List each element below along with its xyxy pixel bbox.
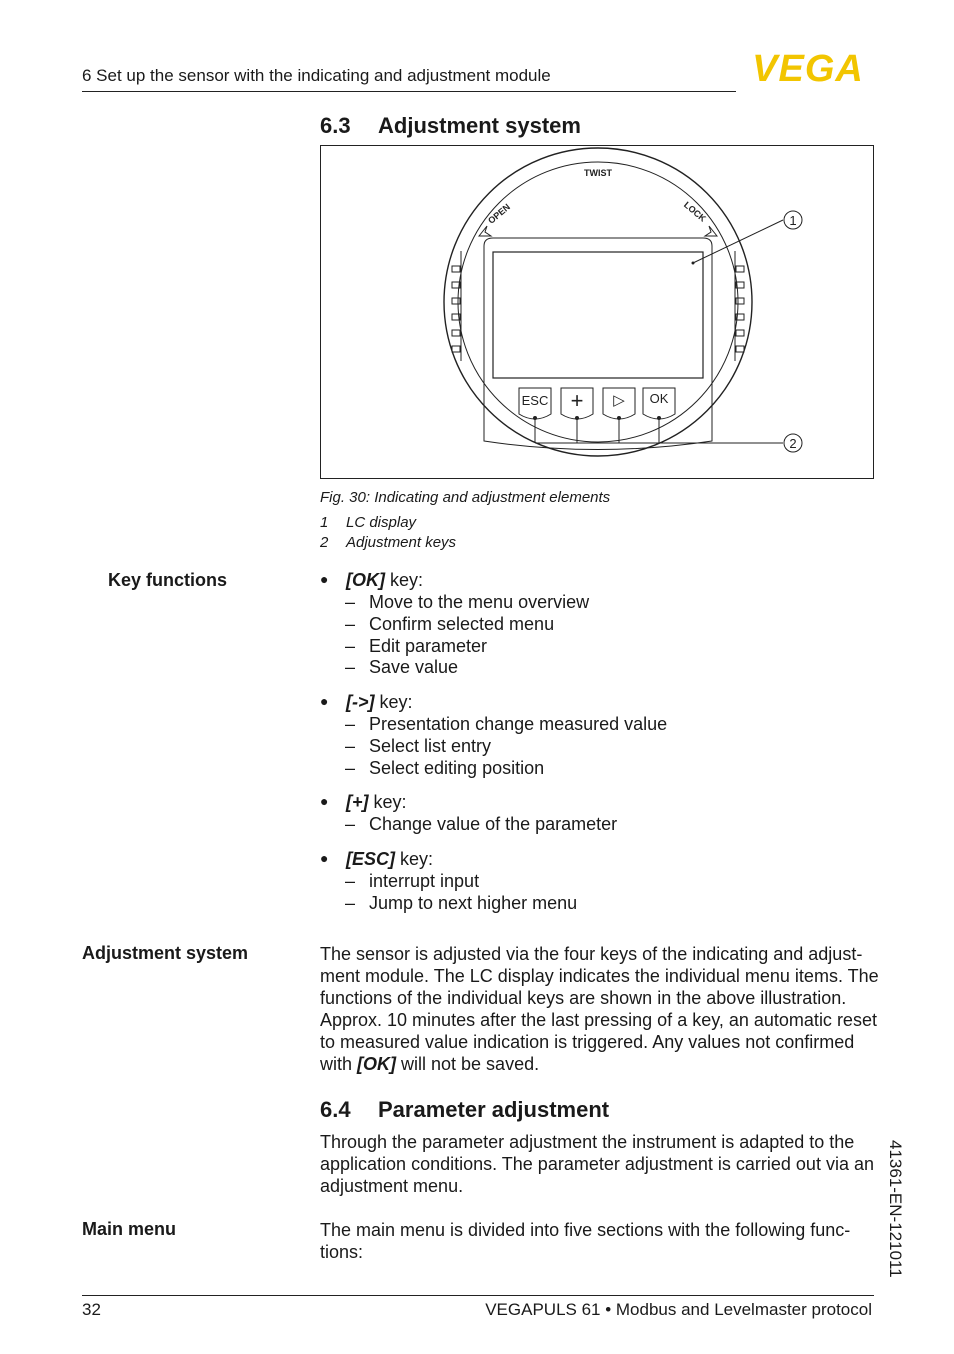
parameter-adjustment-paragraph: Through the parameter adjustment the instrument is adapted to the application conditions. The parameter adjustment is carried out via an adjustment menu.	[320, 1132, 874, 1196]
key-suffix: key:	[368, 792, 407, 812]
list-item: – Presentation change measured value	[345, 714, 668, 734]
key-functions-label: Key functions	[108, 570, 228, 590]
section-number: 6.4	[320, 1097, 351, 1122]
display-leader-line	[693, 220, 783, 263]
list-item: – Select list entry	[345, 736, 492, 756]
plus-key-label: +	[570, 388, 584, 413]
bullet-icon: ●	[320, 850, 329, 866]
vega-logo-text: VEGA	[752, 50, 864, 84]
key-name: [OK]	[346, 570, 385, 590]
esc-key-label: ESC	[521, 393, 549, 408]
open-label: OPEN	[486, 201, 513, 226]
bullet-icon: ●	[320, 693, 329, 709]
list-item: – Move to the menu overview	[345, 592, 590, 612]
section-title: Parameter adjustment	[378, 1097, 610, 1122]
main-menu-paragraph: The main menu is divided into five sections with the following func- tions:	[320, 1220, 851, 1262]
callout-2-number: 2	[789, 436, 797, 451]
key-suffix: key:	[385, 570, 424, 590]
arrow-key-bullet	[320, 692, 413, 713]
display-module-illustration	[321, 146, 872, 477]
inner-ring	[458, 162, 738, 442]
ok-key-label: OK	[649, 391, 669, 406]
key-name: [->]	[346, 692, 375, 712]
key-name: [+]	[346, 792, 369, 812]
key-suffix: key:	[395, 849, 434, 869]
adjustment-system-paragraph: The sensor is adjusted via the four keys of the indicating and adjust- ment module. The LC display indicates the individual menu items. The functions of the individual keys are shown in the above illustration. Approx. 10 minutes after the last pressing of a key, an automatic reset to measured value indication is triggered. Any values not confirmed with [OK] will not be saved.	[320, 944, 879, 1074]
legend-text: LC display	[346, 514, 417, 531]
legend-item-1	[320, 514, 416, 531]
ok-key-bullet	[320, 570, 423, 591]
main-menu-label: Main menu	[82, 1219, 177, 1239]
arrow-key-label: ▷	[613, 392, 625, 409]
list-item: – Save value	[345, 657, 459, 677]
lc-display	[493, 252, 703, 378]
bullet-icon: ●	[320, 571, 329, 587]
outer-ring	[444, 148, 752, 456]
list-item: – Select editing position	[345, 758, 545, 778]
open-arrow-icon	[479, 226, 491, 236]
section-title: Adjustment system	[378, 113, 581, 138]
section-heading-6-4	[320, 1097, 609, 1123]
document-code: 41361-EN-121011	[886, 1140, 905, 1278]
adjustment-system-label: Adjustment system	[82, 943, 249, 963]
list-item: – Jump to next higher menu	[345, 893, 578, 913]
section-heading-6-3	[320, 113, 581, 139]
list-item: – interrupt input	[345, 871, 480, 891]
callout-1-number: 1	[789, 213, 797, 228]
section-number: 6.3	[320, 113, 351, 138]
plus-key-bullet	[320, 792, 407, 813]
list-item: – Edit parameter	[345, 636, 488, 656]
vega-logo	[742, 50, 874, 84]
page-number: 32	[82, 1300, 101, 1319]
footer-divider	[82, 1295, 874, 1296]
figure-frame	[320, 145, 874, 479]
front-plate	[484, 238, 712, 450]
legend-text: Adjustment keys	[346, 534, 457, 551]
list-item: – Change value of the parameter	[345, 814, 618, 834]
legend-number: 1	[320, 514, 329, 531]
twist-label: TWIST	[584, 168, 612, 178]
legend-number: 2	[320, 534, 329, 551]
esc-key-bullet	[320, 849, 433, 870]
legend-item-2	[320, 534, 456, 551]
header-section-title: 6 Set up the sensor with the indicating and adjustment module	[82, 66, 551, 85]
key-name: [ESC]	[346, 849, 395, 869]
list-item: – Confirm selected menu	[345, 614, 555, 634]
footer-doc-title: VEGAPULS 61 • Modbus and Levelmaster protocol	[485, 1300, 872, 1319]
figure-caption: Fig. 30: Indicating and adjustment elements	[320, 489, 611, 506]
lock-label: LOCK	[681, 199, 708, 224]
bullet-icon: ●	[320, 793, 329, 809]
left-notches	[452, 251, 461, 361]
key-suffix: key:	[374, 692, 413, 712]
lock-arrow-icon	[705, 226, 717, 236]
header-divider	[82, 91, 736, 92]
right-notches	[735, 251, 744, 361]
